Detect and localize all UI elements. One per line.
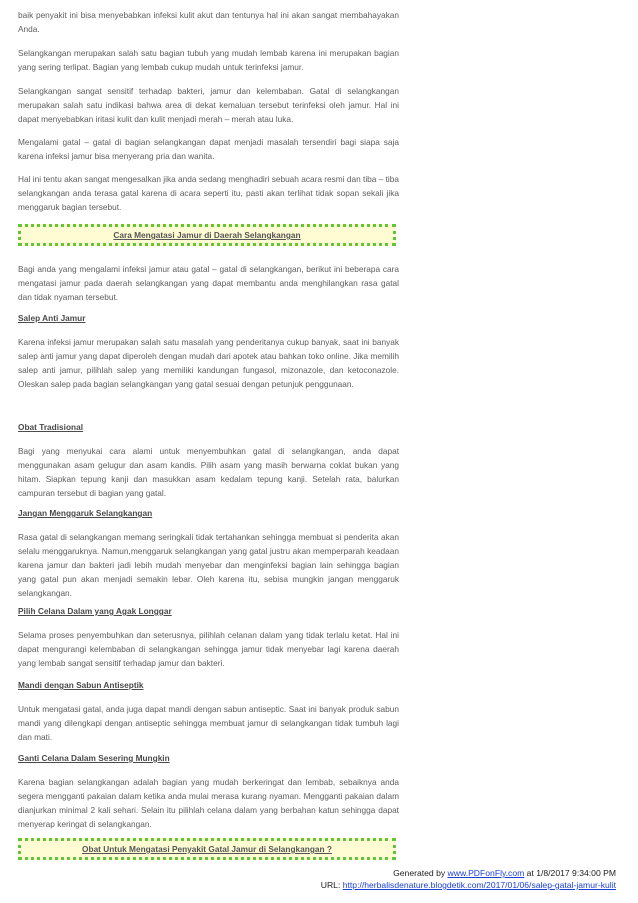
paragraph-moist-area: Selangkangan merupakan salah satu bagian tubuh yang mudah lembab karena ini merupakan bagian yang sering terlipat. Bagian yang lembab cukup mudah untuk terinfeksi jamur. [18, 48, 399, 72]
paragraph-sabun-antiseptik: Untuk mengatasi gatal, anda juga dapat mandi dengan sabun antiseptic. Saat ini banyak produk sabun mandi yang dilengkapi dengan antiseptic sehingga membuat jamur di selangkangan tidak tumbuh lagi dan mati. [18, 704, 399, 742]
paragraph-formal-event: Hal ini tentu akan sangat mengesalkan jika anda sedang menghadiri sebuah acara resmi dan tiba – tiba selangkangan anda terasa gatal karena di acara seperti itu, pasti akan terlihat tidak sopan sekali jika menggaruk bagian tersebut. [18, 174, 399, 212]
paragraph-intro: baik penyakit ini bisa menyebabkan infeksi kulit akut dan tentunya hal ini akan sangat membahayakan Anda. [18, 10, 399, 34]
paragraph-salep: Karena infeksi jamur merupakan salah satu masalah yang penderitanya cukup banyak, saat ini banyak salep anti jamur yang dapat diperoleh dengan mudah dari apotek atau bahkan toko online. Jika memilih salep anti jamur, pilihlah salep yang memiliki kandungan fungasol, mizonazole, dan ketoconazole. Oleskan salep pada bagian selangkangan yang gatal sesuai dengan petunjuk penggunaan. [18, 337, 399, 389]
footer-generated-suffix: at 1/8/2017 9:34:00 PM [524, 868, 616, 878]
section-box-cara-mengatasi: Cara Mengatasi Jamur di Daerah Selangkangan [18, 224, 396, 246]
footer-generator-link[interactable]: www.PDFonFly.com [447, 868, 525, 878]
heading-celana-longgar: Pilih Celana Dalam yang Agak Longgar [18, 606, 172, 616]
paragraph-itching: Mengalami gatal – gatal di bagian selangkangan dapat menjadi masalah tersendiri bagi siapa saja karena infeksi jamur bisa menyerang pria dan wanita. [18, 137, 399, 161]
paragraph-obat-tradisional: Bagi yang menyukai cara alami untuk menyembuhkan gatal di selangkangan, anda dapat menggunakan asam gelugur dan asam kandis. Pilih asam yang masih berwarna coklat bukan yang hitam. Siapkan tepung kanji dan masukkan asam kedalam tepung kanji. Setelah rata, balurkan campuran tersebut di bagian yang gatal. [18, 446, 399, 498]
footer-generated-prefix: Generated by [393, 868, 448, 878]
footer-url-link[interactable]: http://herbalisdenature.blogdetik.com/2017/01/06/salep-gatal-jamur-kulit [342, 880, 616, 890]
paragraph-celana-longgar: Selama proses penyembuhkan dan seterusnya, pilihlah celanan dalam yang tidak terlalu ketat. Hal ini dapat mengurangi kelembaban di selangkangan sehingga jamur tidak menyebar lagi karena daerah yang lembab sangat sensitif terhadap jamur dan bakteri. [18, 630, 399, 668]
paragraph-treatment-intro: Bagi anda yang mengalami infeksi jamur atau gatal – gatal di selangkangan, berikut ini beberapa cara mengatasi jamur pada daerah selangkangan yang dapat membantu anda menghilangkan rasa gatal dan tidak nyaman tersebut. [18, 264, 399, 302]
paragraph-jangan-menggaruk: Rasa gatal di selangkangan memang seringkali tidak tertahankan sehingga membuat si penderita akan selalu menggaruknya. Namun,menggaruk selangkangan yang gatal justru akan memperparah keadaan karena jamur dan bakteri jadi lebih mudah menyebar dan menginfeksi bagian lain sehingga bagian yang gatal pun akan menjadi semakin lebar. Oleh karena itu, sebisa mungkin jangan menggaruk selangkangan. [18, 532, 399, 598]
footer-generated [393, 868, 616, 878]
heading-sabun-antiseptik: Mandi dengan Sabun Antiseptik [18, 680, 144, 690]
paragraph-ganti-celana: Karena bagian selangkangan adalah bagian yang mudah berkeringat dan lembab, sebaiknya anda segera mengganti pakaian dalam ketika anda mulai merasa kurang nyaman. Mengganti pakaian dalam dianjurkan minimal 2 kali sehari. Selain itu pilihlah celana dalam yang berbahan katun sehingga dapat menyerap keringat di selangkangan. [18, 777, 399, 829]
heading-ganti-celana: Ganti Celana Dalam Sesering Mungkin [18, 753, 170, 763]
footer-url [321, 880, 616, 890]
footer-url-label: URL: [320, 880, 343, 890]
heading-obat-tradisional: Obat Tradisional [18, 422, 84, 432]
section-box-obat: Obat Untuk Mengatasi Penyakit Gatal Jamur di Selangkangan ? [18, 838, 396, 860]
paragraph-sensitive: Selangkangan sangat sensitif terhadap bakteri, jamur dan kelembaban. Gatal di selangkangan merupakan salah satu indikasi bahwa area di dekat kemaluan tersebut terinfeksi oleh jamur. Hal ini dapat menyebabkan iritasi kulit dan kulit menjadi merah – merah atau luka. [18, 86, 399, 124]
heading-jangan-menggaruk: Jangan Menggaruk Selangkangan [18, 508, 153, 518]
heading-salep-anti-jamur: Salep Anti Jamur [18, 313, 86, 323]
